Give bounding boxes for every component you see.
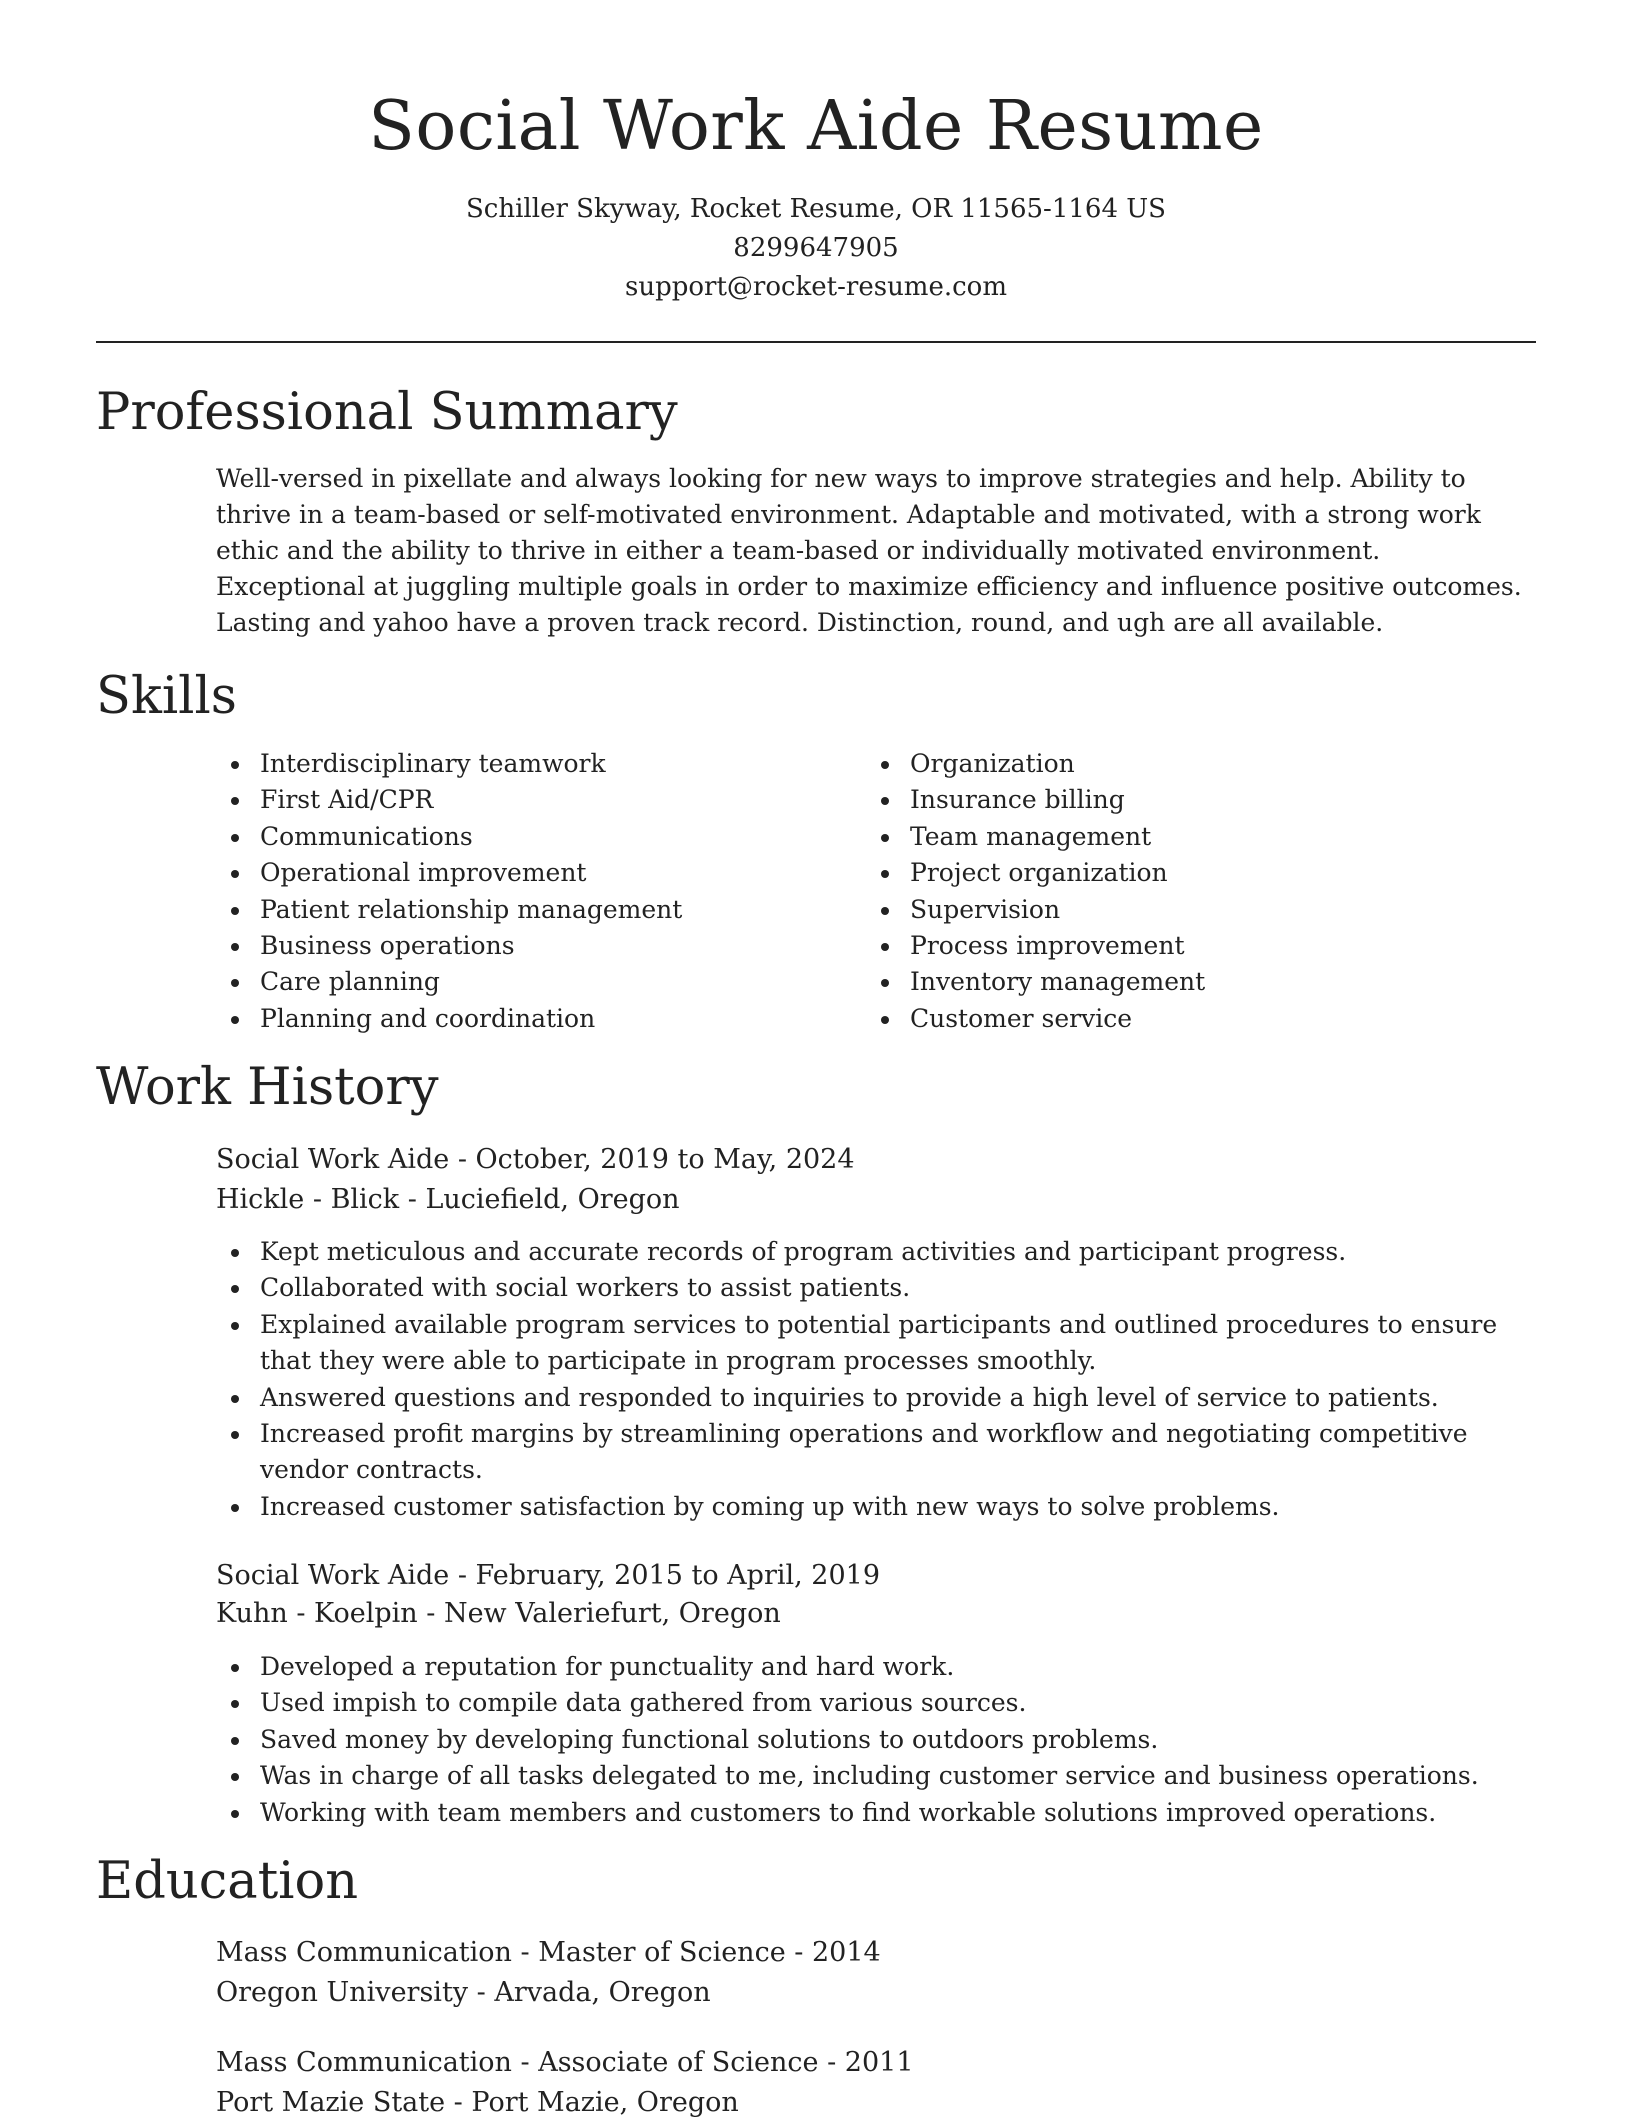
skill-item: Business operations [216, 928, 836, 964]
skill-item: Patient relationship management [216, 892, 836, 928]
skill-item: Insurance billing [866, 782, 1486, 818]
job-duty: Working with team members and customers to find workable solutions improved operations. [216, 1795, 1536, 1831]
summary-text: Well-versed in pixellate and always looking for new ways to improve strategies and help. Ability to thrive in a team-based or self-motivated environment. Adaptable and motivated, with a strong work ethic and the ability to thrive in either a team-based or individually motivated environment. Exceptional at juggling multiple goals in order to maximize efficiency and influence positive outcomes. Lasting and yahoo have a proven track record. Distinction, round, and ugh are all available. [216, 464, 1522, 637]
skill-item: Planning and coordination [216, 1001, 836, 1037]
education-school: Port Mazie State - Port Mazie, Oregon [216, 2087, 739, 2118]
job-duties-list [216, 1234, 1536, 1525]
job-duty: Collaborated with social workers to assist patients. [216, 1270, 1536, 1306]
resume-title: Social Work Aide Resume [368, 87, 1264, 166]
skill-item: Project organization [866, 855, 1486, 891]
job-employer: Kuhn - Koelpin - New Valeriefurt, Oregon [216, 1598, 781, 1629]
education-school: Oregon University - Arvada, Oregon [216, 1977, 711, 2008]
skill-item: Process improvement [866, 928, 1486, 964]
skill-item: Care planning [216, 964, 836, 1000]
job-duty: Explained available program services to potential participants and outlined procedures to ensure that they were able to participate in program processes smoothly. [216, 1307, 1536, 1380]
skills-heading: Skills [96, 667, 237, 726]
job-title: Social Work Aide - October, 2019 to May, 2024 [216, 1144, 855, 1175]
header-divider [96, 341, 1536, 343]
education-degree: Mass Communication - Master of Science - 2014 [216, 1937, 881, 1968]
skill-item: Customer service [866, 1001, 1486, 1037]
job-duty: Used impish to compile data gathered from various sources. [216, 1685, 1536, 1721]
job-duty: Kept meticulous and accurate records of program activities and participant progress. [216, 1234, 1536, 1270]
resume-header [96, 82, 1536, 307]
job-duty: Increased profit margins by streamlining operations and workflow and negotiating competitive vendor contracts. [216, 1416, 1536, 1489]
skill-item: Operational improvement [216, 855, 836, 891]
job-duty: Saved money by developing functional solutions to outdoors problems. [216, 1722, 1536, 1758]
job-duty: Answered questions and responded to inquiries to provide a high level of service to patients. [216, 1380, 1536, 1416]
education-degree: Mass Communication - Associate of Science - 2011 [216, 2047, 914, 2078]
job-duties-list [216, 1649, 1536, 1831]
education-heading: Education [96, 1852, 359, 1911]
skill-item: Supervision [866, 892, 1486, 928]
skill-item: Interdisciplinary teamwork [216, 746, 836, 782]
summary-heading: Professional Summary [96, 383, 678, 442]
skills-list-right [866, 746, 1486, 1037]
job-duty: Developed a reputation for punctuality and hard work. [216, 1649, 1536, 1685]
job-duty: Was in charge of all tasks delegated to me, including customer service and business operations. [216, 1758, 1536, 1794]
job-title: Social Work Aide - February, 2015 to April, 2019 [216, 1560, 881, 1591]
job-duty: Increased customer satisfaction by coming up with new ways to solve problems. [216, 1489, 1536, 1525]
contact-email: support@rocket-resume.com [624, 272, 1007, 302]
skills-list-left [216, 746, 836, 1037]
skill-item: First Aid/CPR [216, 782, 836, 818]
contact-block [96, 190, 1536, 307]
job-employer: Hickle - Blick - Luciefield, Oregon [216, 1184, 680, 1215]
work-heading: Work History [96, 1058, 439, 1117]
skill-item: Communications [216, 819, 836, 855]
skill-item: Organization [866, 746, 1486, 782]
contact-address: Schiller Skyway, Rocket Resume, OR 11565-1164 US [466, 194, 1166, 224]
contact-phone: 8299647905 [733, 233, 899, 263]
skill-item: Team management [866, 819, 1486, 855]
skill-item: Inventory management [866, 964, 1486, 1000]
